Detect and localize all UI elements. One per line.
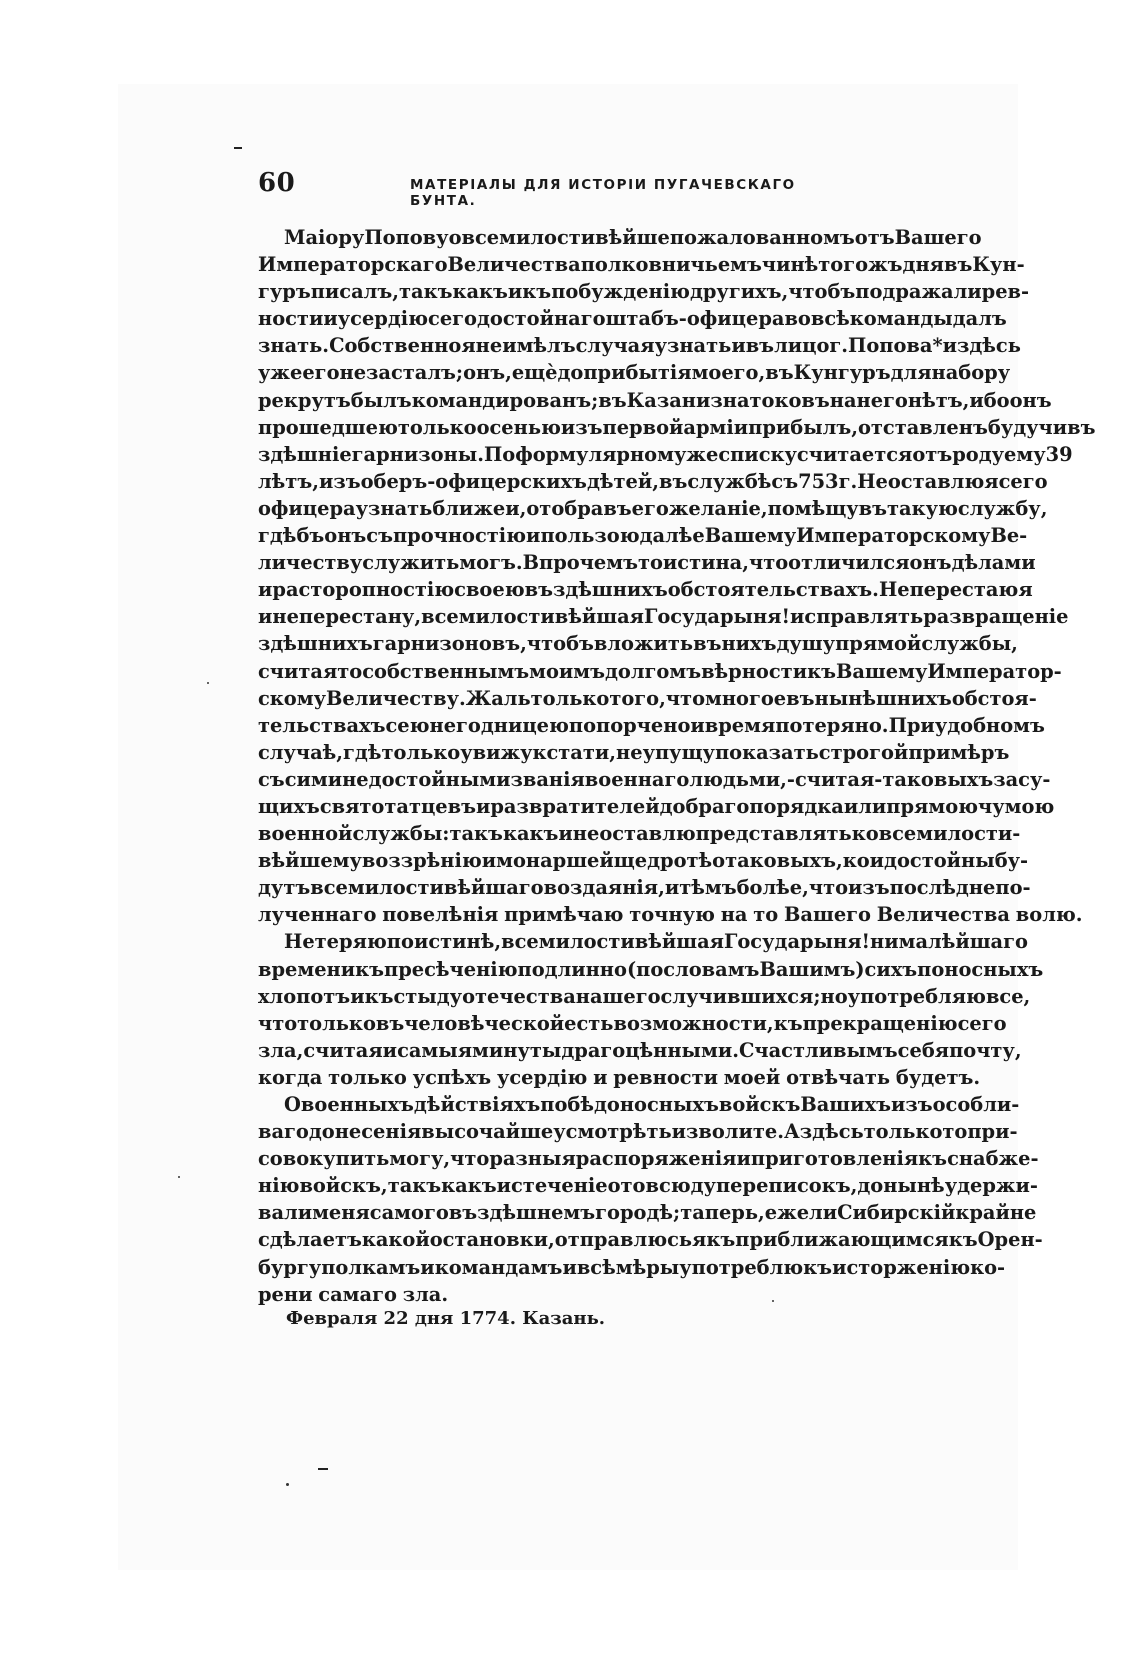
text-line: сдѣлаетъ какой остановки, отправлюсь я къ приближающимся къ Орен- — [258, 1228, 1043, 1252]
text-line: когда только успѣхъ усердію и ревности моей отвѣчать будетъ. — [258, 1065, 981, 1089]
text-line: Маіору Попову о всемилостивѣйше пожалованномъ отъ Вашего — [284, 226, 982, 249]
paragraph — [258, 928, 1044, 1091]
text-line: офицера узнать ближе и, отобравъ его желаніе, помѣщу въ такую службу, — [258, 496, 1048, 520]
text-line: здѣшніе гарнизоны. По формулярному же списку считается отъ роду ему 39 — [258, 442, 1073, 466]
text-line: тельствахъ сею негодницею попорчено и время потеряно. При удобномъ — [258, 713, 1045, 737]
text-line: уже его не засталъ; онъ, ещѐ до прибытія моего, въ Кунгуръ для набору — [258, 361, 1011, 385]
text-line: Императорскаго Величества полковничьемъ чинѣ того жъ дня въ Кун- — [258, 253, 1025, 277]
text-line: О военныхъ дѣйствіяхъ побѣдоносныхъ войскъ Вашихъ изъ особли- — [284, 1093, 1020, 1116]
paragraph — [258, 1091, 1043, 1308]
text-line: гдѣ бъ онъ съ прочностію и пользою далѣе Вашему Императорскому Ве- — [258, 524, 1028, 548]
text-line: лученнаго повелѣнія примѣчаю точную на то Вашего Величества волю. — [258, 903, 1083, 927]
text-line: съ сими недостойными званія военнаго людьми,- считая- таковыхъ за су- — [258, 767, 1051, 791]
page-header — [258, 168, 820, 208]
text-line: вѣйшему воззрѣнію и монаршей щедротѣ о таковыхъ, кои достойны бу- — [258, 849, 1029, 873]
text-line: знать. Собственно я не имѣлъ случая узнать и въ лицо г. Попова*и здѣсь — [258, 334, 1021, 358]
text-line: вали меня самого въ здѣшнемъ городѣ; таперь, ежели Сибирскій край не — [258, 1201, 1037, 1225]
text-line: скому Величеству. Жаль только того, что многое въ нынѣшнихъ обстоя- — [258, 686, 1037, 710]
text-line: и не перестану, всемилостивѣйшая Государыня! исправлять развращеніе — [258, 605, 1069, 629]
scan-speck — [207, 682, 209, 684]
paragraph — [258, 224, 1096, 928]
text-line: здѣшнихъ гарнизоновъ, чтобъ вложить въ нихъ душу прямой службы, — [258, 632, 1018, 656]
text-line: рени самаго зла. — [258, 1282, 449, 1306]
date-line: Февраля 22 дня 1774. Казань. — [286, 1308, 606, 1329]
text-line: времени къ пресѣченію подлинно (по словамъ Вашимъ) сихъ поносныхъ — [258, 957, 1044, 981]
scan-speck — [286, 1483, 289, 1486]
text-line: совокупить могу, что разныя распоряженія и приготовленія къ снабже- — [258, 1147, 1039, 1171]
text-line: что только въ человѣческой есть возможности, къ прекращенію сего — [258, 1011, 1007, 1035]
text-line: рекрутъ былъ командированъ; въ Казани знатоковъ на него нѣтъ, ибо онъ — [258, 388, 1052, 412]
text-line: бургу полкамъ и командамъ и всѣ мѣры употреблю къ исторженію ко- — [258, 1255, 1006, 1279]
text-line: считая то собственнымъ моимъ долгомъ вѣрности къ Вашему Император- — [258, 659, 1062, 683]
body-text — [258, 224, 1096, 1308]
scan-mark-top — [234, 147, 242, 149]
text-line: дутъ всемилостивѣйшаго воздаянія, и тѣмъ болѣе, что изъ послѣдне по- — [258, 876, 1031, 900]
text-line: ваго донесенія высочайше усмотрѣть изволите. А здѣсь только то при- — [258, 1120, 1018, 1144]
text-line: и расторопностію своею въ здѣшнихъ обстоятельствахъ. Не перестаю я — [258, 578, 1033, 602]
text-line: нію войскъ, такъ какъ и стеченіе отовсюду переписокъ, донынѣ удержи- — [258, 1174, 1038, 1198]
text-line: военной службы: такъ какъ и не оставлю представлять ко всемилости- — [258, 822, 1021, 846]
text-line: случаѣ, гдѣ только увижу кстати, не упущу показать строгой примѣръ — [258, 740, 1010, 764]
scan-speck — [178, 1176, 180, 1178]
text-line: ности и усердію сего достойнаго штабъ-офицера во всѣ команды далъ — [258, 307, 1007, 331]
text-line: хлопотъ и къ стыду отечества нашего случившихся; но употребляю все, — [258, 984, 1031, 1008]
scan-mark-bottom — [318, 1468, 328, 1470]
text-line: щихъ святотатцевъ и развратителей добраго порядка или прямою чумою — [258, 794, 1055, 818]
page-number: 60 — [258, 168, 296, 198]
text-line: зла, считая и самыя минуты драгоцѣнными. Счастливымъ себя почту, — [258, 1038, 1022, 1062]
running-head: МАТЕРІАЛЫ ДЛЯ ИСТОРІИ ПУГАЧЕВСКАГО БУНТА. — [410, 177, 796, 209]
text-line: Не теряю по истинѣ, всемилостивѣйшая Государыня! ни малѣйшаго — [284, 930, 1028, 954]
text-line: прошедшею только осенью изъ первой арміи прибылъ, отставленъ будучи въ — [258, 415, 1096, 439]
text-line: лѣтъ, изъ оберъ-офицерскихъ дѣтей, въ службѣ съ 753 г. Не оставлю я сего — [258, 469, 1048, 493]
text-line: гуръ писалъ, такъ какъ и къ побужденію другихъ, чтобъ подражали рев- — [258, 280, 1030, 304]
text-line: личеству служить могъ. Впрочемъ то истина, что отличился онъ дѣлами — [258, 551, 1036, 575]
